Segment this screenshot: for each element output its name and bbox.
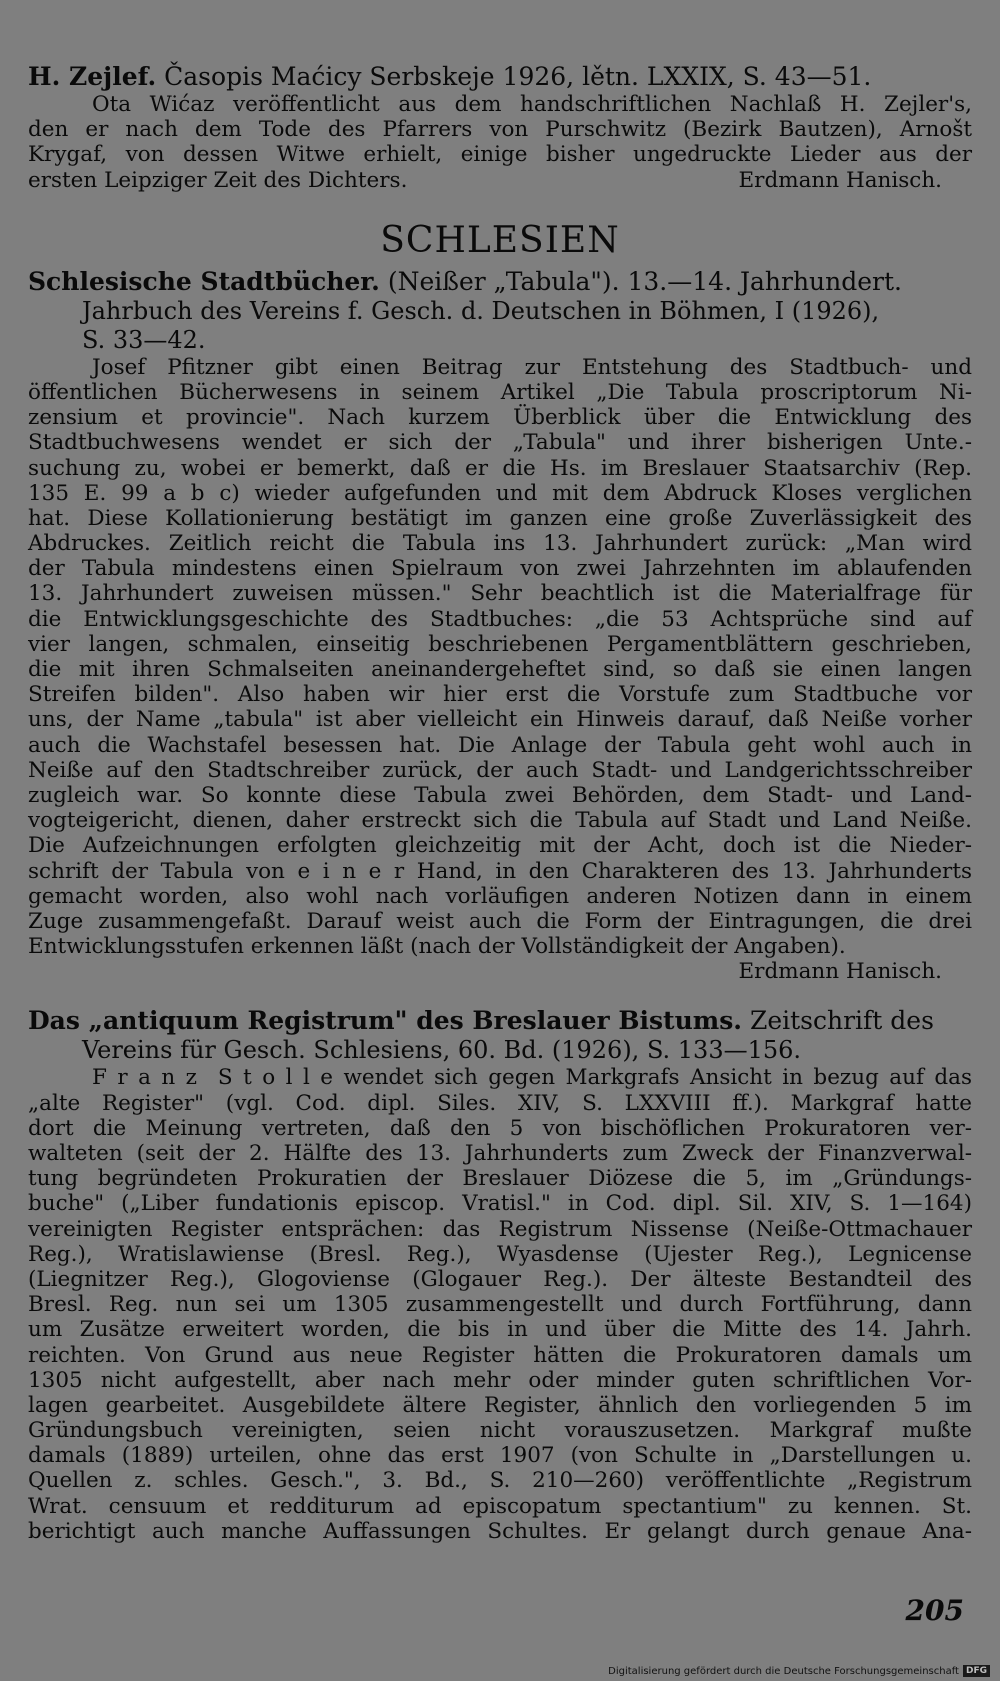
text-line: vereinigten Register entsprächen: das Registrum Nissense (Neiße-Ottmachauer (28, 1216, 972, 1242)
text-line: tung begründeten Prokuratien der Breslauer Diözese die 5, im „Gründungs- (28, 1166, 972, 1192)
entry-stadtbuecher (28, 267, 972, 985)
text-line: zugleich war. So konnte diese Tabula zwei Behörden, dem Stadt- und Land- (28, 782, 972, 808)
text-line: gemacht worden, also wohl nach vorläufigen anderen Notizen dann in einem (28, 883, 972, 909)
text-line: 1305 nicht aufgestellt, aber nach mehr oder minder guten schriftlichen Vor- (28, 1367, 972, 1393)
entry-heading (28, 1006, 972, 1036)
text-line: Streifen bilden". Also haben wir hier erst die Vorstufe zum Stadtbuche vor (28, 682, 972, 708)
text-line: Josef Pfitzner gibt einen Beitrag zur Entstehung des Stadtbuch- und (92, 354, 972, 380)
footer (608, 1665, 990, 1677)
text-line: lagen gearbeitet. Ausgebildete ältere Register, ähnlich den vorliegenden 5 im (28, 1392, 972, 1418)
entry-heading-continuation (28, 1036, 972, 1065)
entry-heading-source: Zeitschrift des (742, 1006, 934, 1036)
text-line: vier langen, schmalen, einseitig beschriebenen Pergamentblättern geschrieben, (28, 631, 972, 657)
text-line: Stadtbuchwesens wendet er sich der „Tabula" und ihrer bisherigen Unte.- (28, 430, 972, 456)
text-line: walteten (seit der 2. Hälfte des 13. Jahrhunderts zum Zweck der Finanzverwal- (28, 1141, 972, 1166)
text-line: öffentlichen Bücherwesens in seinem Artikel „Die Tabula proscriptorum Ni- (28, 379, 972, 405)
text-line: Wrat. censuum et redditurum ad episcopatum spectantium" zu kennen. St. (28, 1493, 972, 1519)
entry-heading-author: H. Zejlef. (28, 62, 157, 91)
page-number: 205 (905, 1594, 964, 1627)
text-line: Gründungsbuch vereinigten, seien nicht vorauszusetzen. Markgraf mußte (28, 1418, 972, 1444)
text-line: Jahrbuch des Vereins f. Gesch. d. Deutschen in Böhmen, I (1926), (82, 296, 880, 325)
entry-heading-title: Schlesische Stadtbücher. (28, 266, 380, 296)
text-line: Reg.), Wratislawiense (Bresl. Reg.), Wyasdense (Ujester Reg.), Legnicense (28, 1241, 972, 1267)
entry-body (28, 92, 972, 168)
entry-heading-source: Časopis Maćicy Serbskeje 1926, lětn. LXXIX, S. 43—51. (156, 62, 872, 91)
text-line: Zuge zusammengefaßt. Darauf weist auch die Form der Eintragungen, die drei (28, 908, 972, 934)
entry-body (28, 355, 972, 934)
text-line: Die Aufzeichnungen erfolgten gleichzeitig mit der Acht, doch ist die Nieder- (28, 833, 972, 859)
text-line: S. 33—42. (82, 325, 206, 354)
entry-last-text: ersten Leipziger Zeit des Dichters. (28, 167, 408, 193)
text-line: F r a n z S t o l l e wendet sich gegen Markgrafs Ansicht in bezug auf das (92, 1065, 972, 1091)
entry-signature: Erdmann Hanisch. (738, 167, 942, 193)
text-line: den er nach dem Tode des Pfarrers von Purschwitz (Bezirk Bautzen), Arnošt (28, 117, 972, 143)
text-line: 13. Jahrhundert zuweisen müssen." Sehr beachtlich ist die Materialfrage für (28, 581, 972, 607)
text-line: schrift der Tabula von e i n e r Hand, in den Charakteren des 13. Jahrhunderts (28, 858, 972, 884)
footer-text: Digitalisierung gefördert durch die Deutsche Forschungsgemeinschaft (608, 1665, 959, 1677)
text-line: Bresl. Reg. nun sei um 1305 zusammengestellt und durch Fortführung, dann (28, 1292, 972, 1318)
text-line: berichtigt auch manche Auffassungen Schultes. Er gelangt durch genaue Ana- (28, 1518, 972, 1544)
text-line: um Zusätze erweitert worden, die bis in und über die Mitte des 14. Jahrh. (28, 1317, 972, 1343)
entry-body (28, 1065, 972, 1544)
text-line: „alte Register" (vgl. Cod. dipl. Siles. XIV, S. LXXVIII ff.). Markgraf hatte (28, 1090, 972, 1116)
text-line: auch die Wachstafel besessen hat. Die Anlage der Tabula geht wohl auch in (28, 732, 972, 758)
text-line: die mit ihren Schmalseiten aneinandergeheftet sind, so daß sie einen langen (28, 657, 972, 682)
text-line: suchung zu, wobei er bemerkt, daß er die Hs. im Breslauer Staatsarchiv (Rep. (28, 455, 972, 481)
entry-heading (28, 267, 972, 297)
text-line: Krygaf, von dessen Witwe erhielt, einige bisher ungedruckte Lieder aus der (28, 142, 972, 168)
text-line: Abdruckes. Zeitlich reicht die Tabula ins 13. Jahrhundert zurück: „Man wird (28, 531, 972, 557)
text-line: Quellen z. schles. Gesch.", 3. Bd., S. 210—260) veröffentlichte „Registrum (28, 1468, 972, 1494)
entry-heading-title: Das „antiquum Registrum" des Breslauer Bistums. (28, 1006, 743, 1036)
text-line: der Tabula mindestens einen Spielraum von zwei Jahrzehnten im ablaufenden (28, 556, 972, 582)
dfg-logo: DFG (963, 1665, 990, 1677)
text-line: Ota Wićaz veröffentlicht aus dem handschriftlichen Nachlaß H. Zejler's, (92, 92, 972, 117)
page-content (28, 62, 972, 1544)
text-line: reichten. Von Grund aus neue Register hätten die Prokuratoren damals um (28, 1342, 972, 1368)
entry-heading-continuation (28, 297, 972, 355)
text-line: (Liegnitzer Reg.), Glogoviense (Glogauer Reg.). Der älteste Bestandteil des (28, 1266, 972, 1292)
entry-last-line: Entwicklungsstufen erkennen läßt (nach der Vollständigkeit der Angaben). (28, 934, 846, 960)
text-line: buche" („Liber fundationis episcop. Vratisl." in Cod. dipl. Sil. XIV, S. 1—164) (28, 1191, 972, 1217)
text-line: vogteigericht, dienen, daher erstreckt sich die Tabula auf Stadt und Land Neiße. (28, 808, 972, 834)
entry-registrum (28, 1006, 972, 1544)
entry-heading-source: (Neißer „Tabula"). 13.—14. Jahrhundert. (379, 266, 902, 296)
entry-zejler (28, 62, 972, 193)
text-line: hat. Diese Kollationierung bestätigt im ganzen eine große Zuverlässigkeit des (28, 505, 972, 531)
text-line: Neiße auf den Stadtschreiber zurück, der auch Stadt- und Landgerichtsschreiber (28, 757, 972, 783)
text-line: zensium et provincie". Nach kurzem Überblick über die Entwicklung des (28, 405, 972, 431)
entry-signature: Erdmann Hanisch. (738, 959, 942, 985)
entry-heading (28, 62, 972, 92)
section-title: SCHLESIEN (380, 219, 620, 261)
text-line: 135 E. 99 a b c) wieder aufgefunden und mit dem Abdruck Kloses verglichen (28, 480, 972, 506)
text-line: dort die Meinung vertreten, daß den 5 von bischöflichen Prokuratoren ver- (28, 1115, 972, 1141)
text-line: uns, der Name „tabula" ist aber vielleicht ein Hinweis darauf, daß Neiße vorher (28, 707, 972, 733)
text-line: Vereins für Gesch. Schlesiens, 60. Bd. (1926), S. 133—156. (82, 1036, 802, 1065)
entry-last-line (28, 168, 972, 193)
text-line: damals (1889) urteilen, ohne das erst 1907 (von Schulte in „Darstellungen u. (28, 1443, 972, 1469)
text-line: die Entwicklungsgeschichte des Stadtbuches: „die 53 Achtsprüche sind auf (28, 606, 972, 632)
